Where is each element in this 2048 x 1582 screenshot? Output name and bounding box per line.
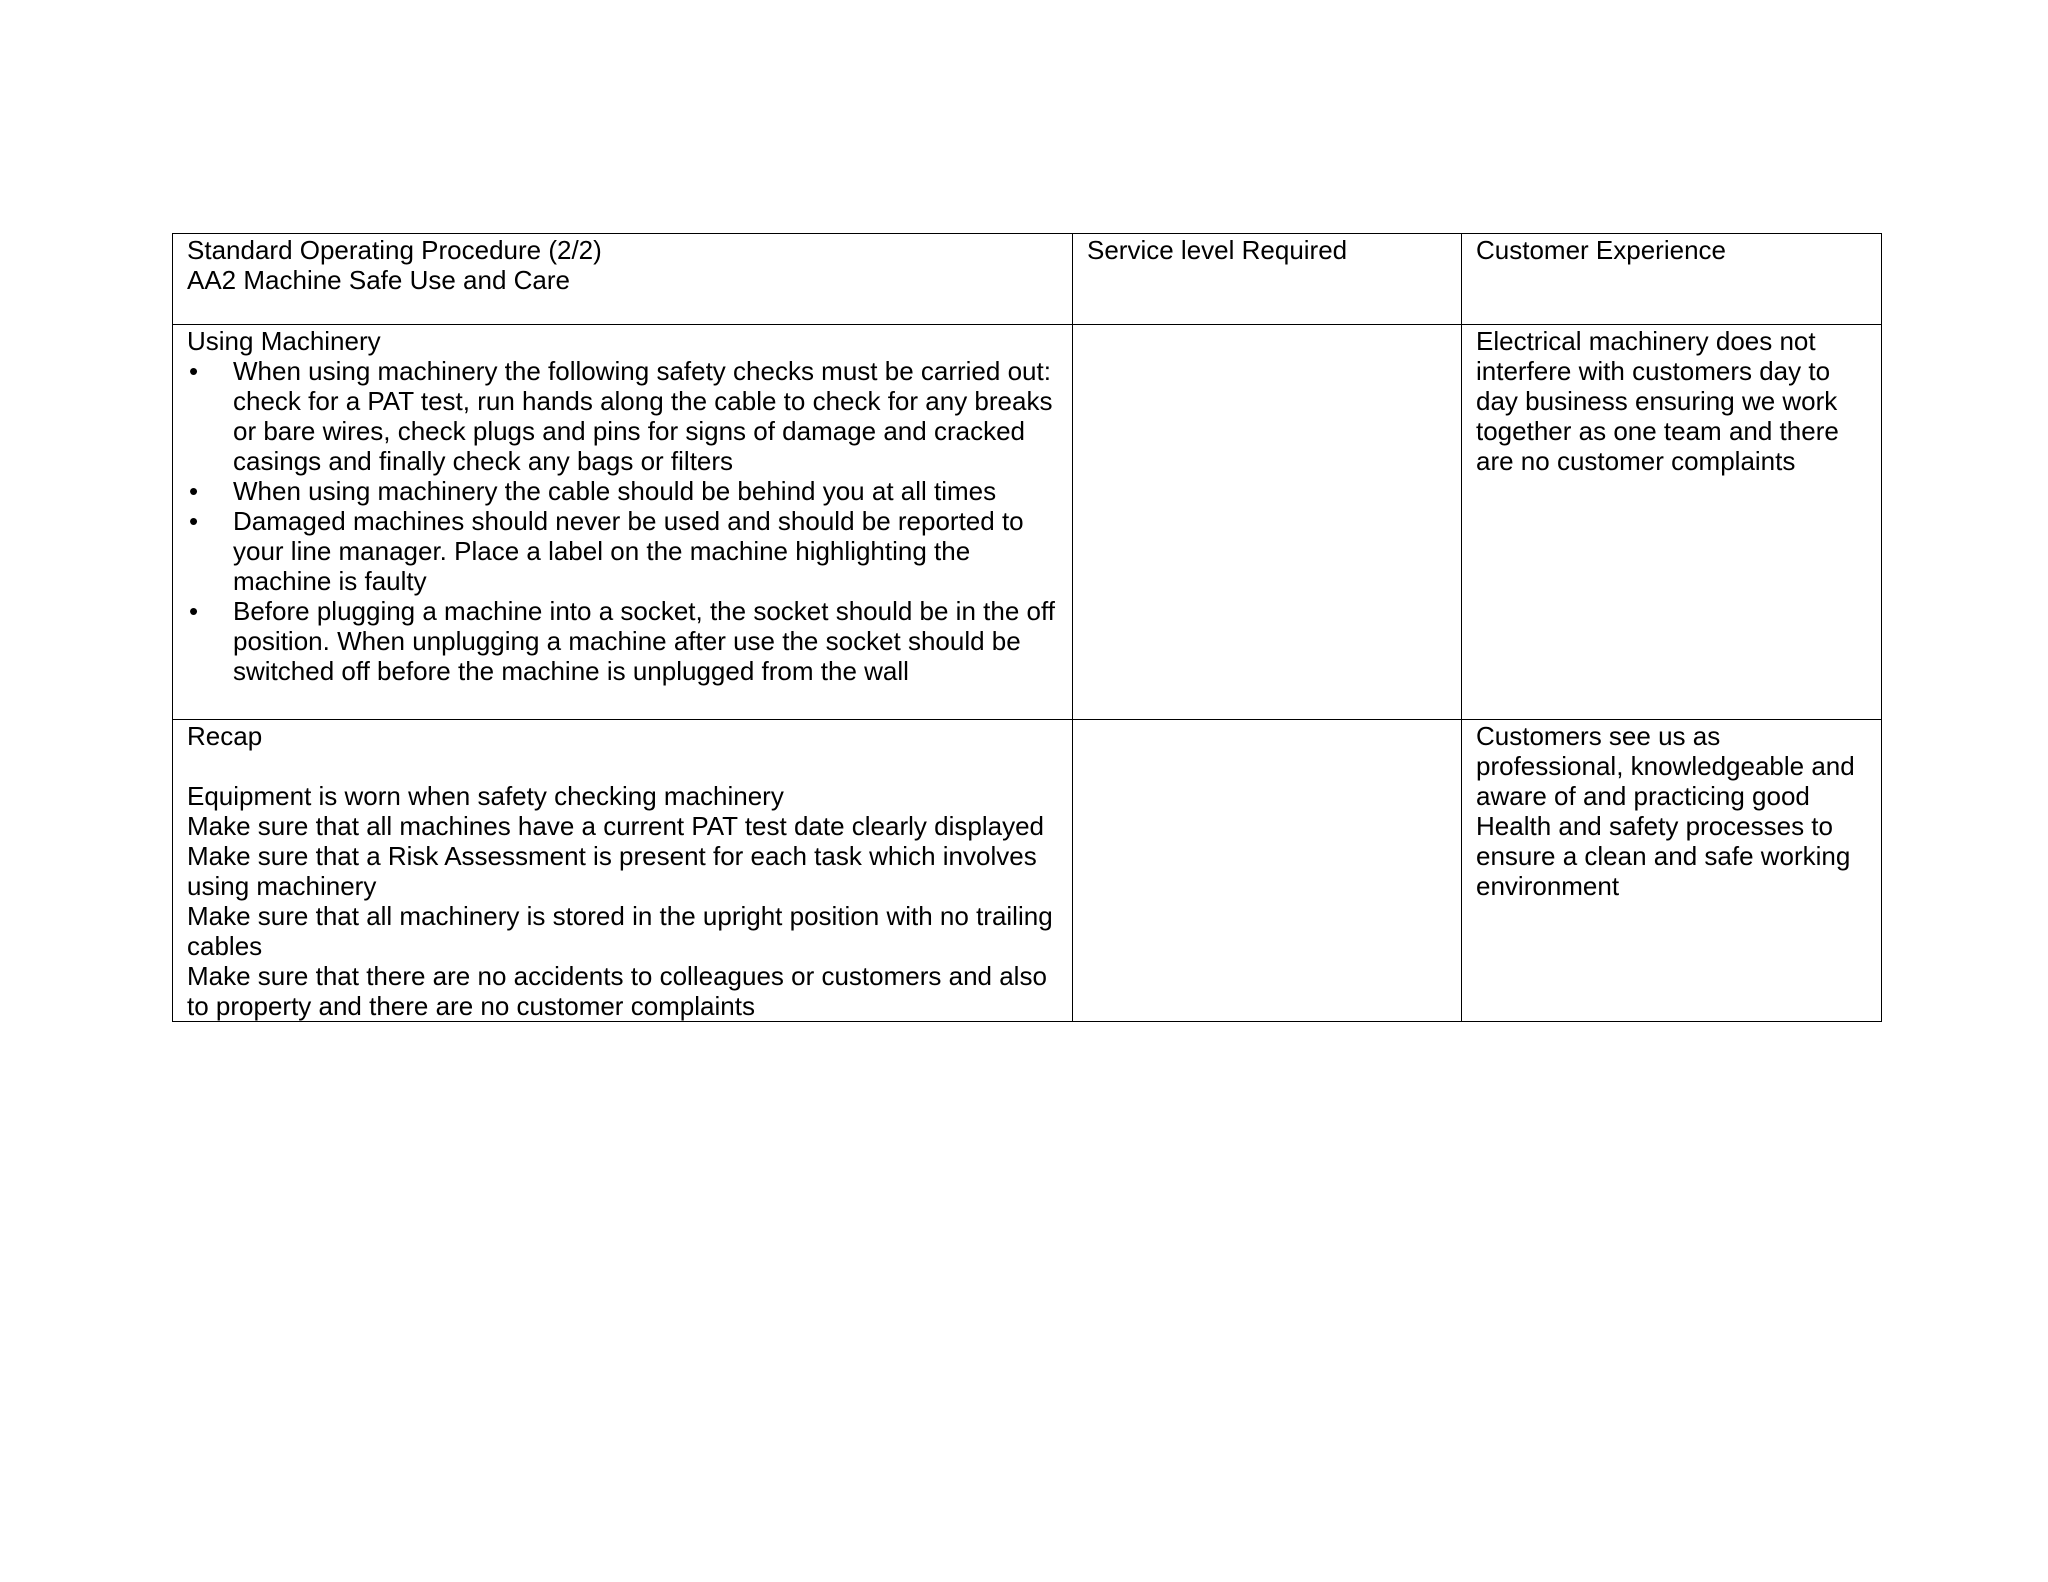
recap-line: Make sure that all machinery is stored in the upright position with no trailing cables <box>187 901 1053 961</box>
procedure-title-cell <box>173 234 1073 325</box>
recap-line: Make sure that there are no accidents to colleagues or customers and also to property and there are no customer complaints <box>187 961 1047 1021</box>
spacer <box>187 751 1060 781</box>
using-service-level-cell <box>1073 325 1462 720</box>
recap-line: Equipment is worn when safety checking machinery <box>187 781 784 811</box>
procedure-subtitle: AA2 Machine Safe Use and Care <box>187 265 570 295</box>
bullet-icon: • <box>189 506 199 536</box>
list-item <box>187 356 1060 476</box>
table-row <box>173 325 1882 720</box>
bullet-list <box>187 356 1060 686</box>
table-row <box>173 720 1882 1022</box>
bullet-icon: • <box>189 476 199 506</box>
bullet-icon: • <box>189 356 199 386</box>
recap-line: Make sure that a Risk Assessment is present for each task which involves using machinery <box>187 841 1037 901</box>
recap-cell <box>173 720 1073 1022</box>
recap-line: Make sure that all machines have a current PAT test date clearly displayed <box>187 811 1044 841</box>
list-item <box>187 506 1060 596</box>
recap-service-level-cell <box>1073 720 1462 1022</box>
list-item-text: Before plugging a machine into a socket, the socket should be in the off position. When unplugging a machine after use the socket should be switched off before the machine is unplugged from the wall <box>233 596 1055 686</box>
list-item-text: When using machinery the cable should be behind you at all times <box>233 476 997 506</box>
list-item <box>187 596 1060 686</box>
section-heading: Recap <box>187 721 263 751</box>
using-customer-experience-cell: Electrical machinery does not interfere with customers day to day business ensuring we work together as one team and there are no customer complaints <box>1462 325 1882 720</box>
list-item <box>187 476 1060 506</box>
list-item-text: Damaged machines should never be used and should be reported to your line manager. Place a label on the machine highlighting the machine is faulty <box>233 506 1024 596</box>
sop-table <box>172 233 1882 1022</box>
recap-customer-experience-cell: Customers see us as professional, knowledgeable and aware of and practicing good Health and safety processes to ensure a clean and safe working environment <box>1462 720 1882 1022</box>
procedure-title: Standard Operating Procedure (2/2) <box>187 235 602 265</box>
bullet-icon: • <box>189 596 199 626</box>
using-machinery-cell <box>173 325 1073 720</box>
section-heading: Using Machinery <box>187 326 381 356</box>
table-header-row <box>173 234 1882 325</box>
customer-experience-header: Customer Experience <box>1462 234 1882 325</box>
service-level-header: Service level Required <box>1073 234 1462 325</box>
list-item-text: When using machinery the following safety checks must be carried out: check for a PAT test, run hands along the cable to check for any breaks or bare wires, check plugs and pins for signs of damage and cracked casings and finally check any bags or filters <box>233 356 1053 476</box>
